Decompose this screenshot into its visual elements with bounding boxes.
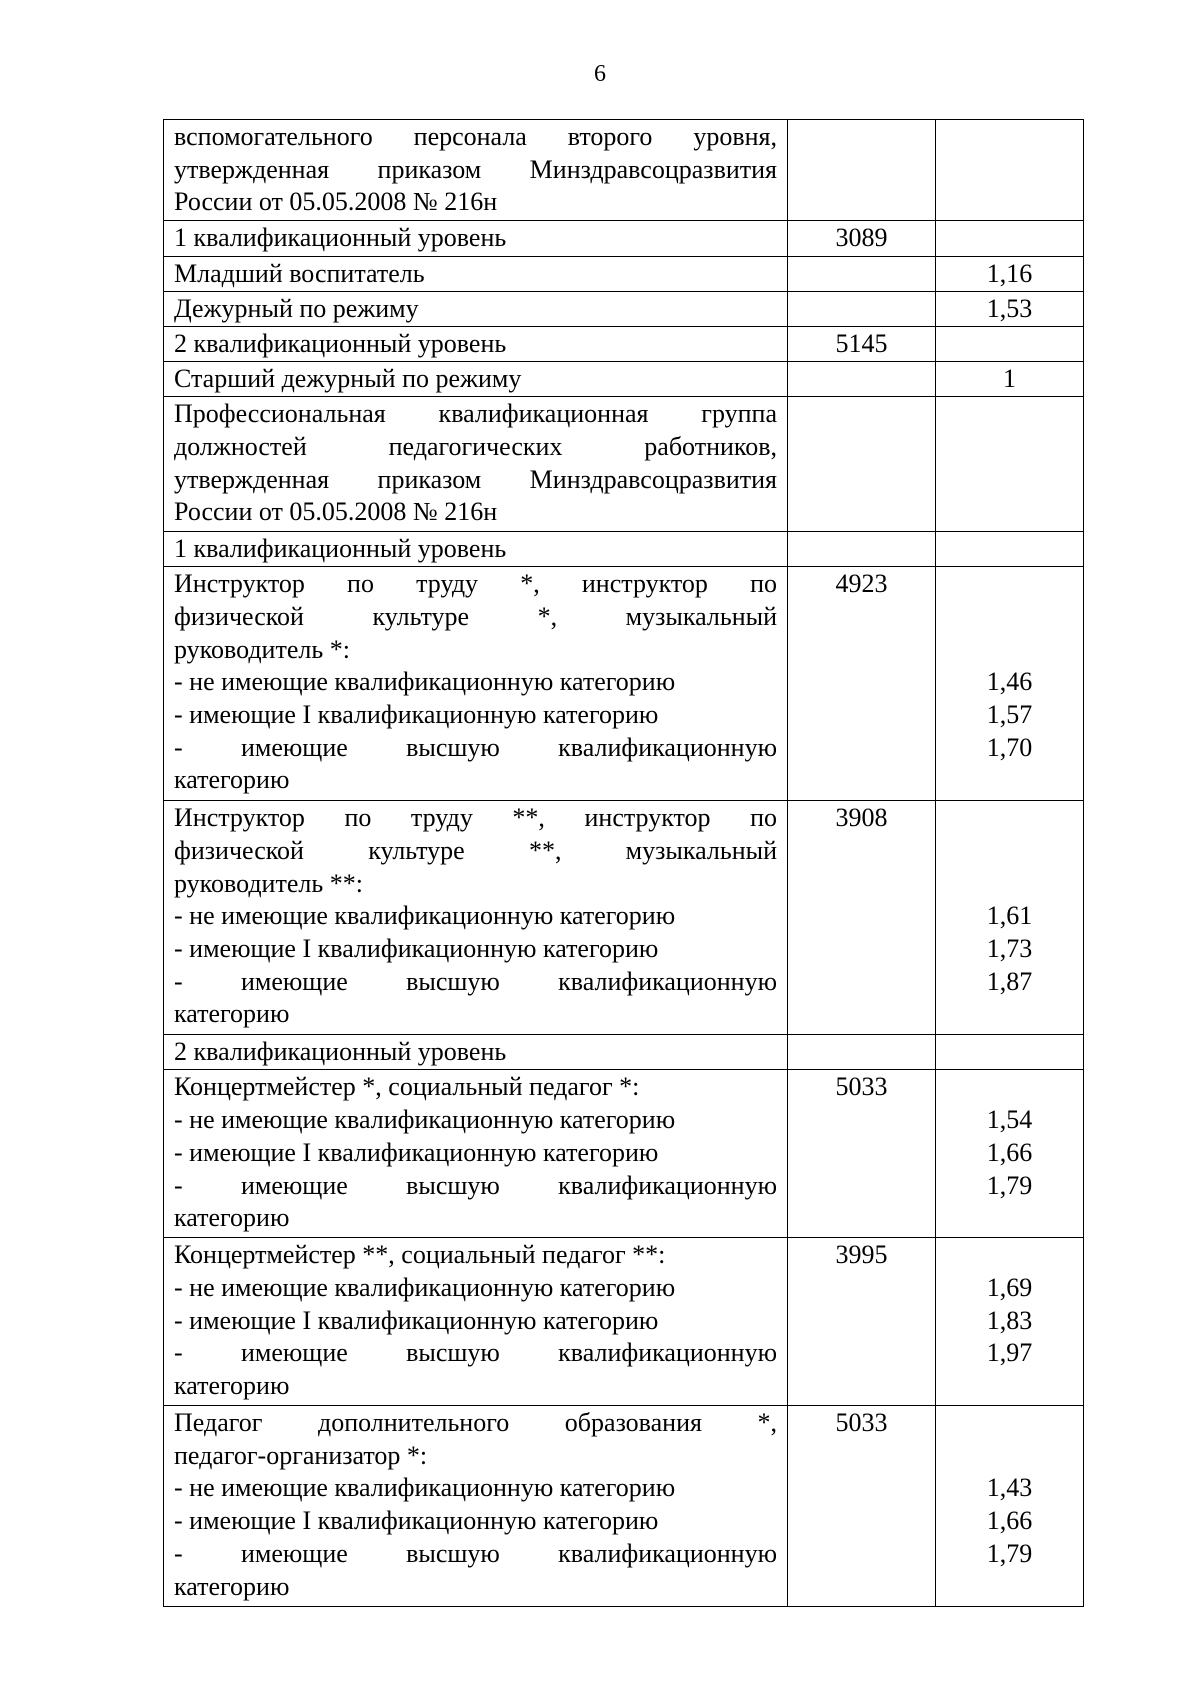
position-text-line: педагог-организатор *: [174,1440,428,1470]
position-text-line: Профессиональная квалификационная группа [174,399,777,429]
coefficient-value [946,1239,1073,1272]
coefficient-value [946,1071,1073,1104]
position-text-line: - имеющие I квалификационную категорию [174,699,659,729]
base-salary-cell: 5033 [788,1405,936,1606]
coefficient-value [946,835,1073,868]
table-row [164,567,1084,801]
position-text-line: 2 квалификационный уровень [174,328,507,358]
position-cell [164,531,788,566]
coefficient-value: 1,70 [986,732,1033,762]
table-row [164,1035,1084,1070]
coefficient-value [946,1440,1073,1473]
position-text-line: Инструктор по труду *, инструктор по [174,569,777,599]
coefficient-cell [936,291,1084,326]
position-text-line: вспомогательного персонала второго уровня, [174,122,777,151]
coefficient-value: 1,53 [986,293,1033,323]
coefficient-value: 1,79 [986,1170,1033,1200]
position-cell [164,120,788,221]
position-text-line: - имеющие I квалификационную категорию [174,934,659,964]
table-row [164,221,1084,256]
position-text-line: должностей педагогических работников, [174,432,777,462]
table-row [164,397,1084,532]
position-text-line: - имеющие I квалификационную категорию [174,1305,659,1335]
coefficient-value [946,568,1073,601]
position-cell [164,801,788,1035]
position-cell [164,326,788,361]
coefficient-value: 1,73 [986,933,1033,963]
position-text-line: - имеющие высшую квалификационную [174,732,777,762]
table-row [164,326,1084,361]
coefficient-value [946,1407,1073,1440]
coefficient-cell [936,256,1084,291]
table-row [164,291,1084,326]
coefficient-cell [936,397,1084,532]
base-salary-cell: 5033 [788,1070,936,1238]
coefficient-cell [936,1035,1084,1070]
position-text-line: Концертмейстер **, социальный педагог **: [174,1240,666,1270]
position-text-line: - имеющие высшую квалификационную [174,1170,777,1200]
position-text-line: России от 05.05.2008 № 216н [174,497,498,527]
coefficient-cell [936,1070,1084,1238]
coefficient-value [946,802,1073,835]
position-text-line: Дежурный по режиму [174,293,419,323]
base-salary-cell [788,1035,936,1070]
table-row [164,531,1084,566]
position-cell [164,1405,788,1606]
coefficient-value: 1,16 [986,258,1033,288]
position-text-line: 1 квалификационный уровень [174,533,507,563]
coefficient-value [946,601,1073,634]
coefficient-value: 1,87 [986,966,1033,996]
position-cell [164,291,788,326]
position-text-line: России от 05.05.2008 № 216н [174,187,498,217]
coefficient-value: 1 [1003,364,1016,394]
position-text-line: - не имеющие квалификационную категорию [174,1105,676,1135]
position-cell [164,221,788,256]
position-text-line: утвержденная приказом Минздравсоцразвития [174,464,777,494]
base-salary-cell: 3995 [788,1238,936,1406]
position-text-line: категорию [174,999,290,1029]
coefficient-value: 1,66 [986,1506,1033,1536]
coefficient-cell [936,120,1084,221]
coefficient-value [946,868,1073,901]
page-number: 6 [594,61,606,87]
base-salary-cell [788,291,936,326]
position-text-line: - имеющие высшую квалификационную [174,1338,777,1368]
position-text-line: Концертмейстер *, социальный педагог *: [174,1072,640,1102]
coefficient-cell [936,801,1084,1035]
coefficient-cell [936,362,1084,397]
coefficient-value: 1,66 [986,1137,1033,1167]
base-salary-cell: 3089 [788,221,936,256]
position-text-line: 2 квалификационный уровень [174,1037,507,1067]
position-text-line: - имеющие I квалификационную категорию [174,1137,659,1167]
position-cell [164,256,788,291]
position-text-line: - не имеющие квалификационную категорию [174,1473,676,1503]
table-row [164,1405,1084,1606]
coefficient-cell [936,531,1084,566]
position-text-line: Инструктор по труду **, инструктор по [174,803,777,833]
coefficient-value [946,634,1073,667]
coefficient-value: 1,57 [986,699,1033,729]
coefficient-value: 1,43 [986,1473,1033,1503]
coefficient-value: 1,46 [986,667,1033,697]
coefficient-cell [936,567,1084,801]
coefficient-value: 1,54 [986,1105,1033,1135]
coefficient-cell [936,326,1084,361]
position-text-line: - имеющие высшую квалификационную [174,966,777,996]
base-salary-cell [788,362,936,397]
table-row [164,801,1084,1035]
base-salary-cell [788,256,936,291]
position-cell [164,362,788,397]
position-cell [164,1035,788,1070]
base-salary-cell [788,531,936,566]
coefficient-value: 1,83 [986,1305,1033,1335]
position-text-line: - имеющие высшую квалификационную [174,1538,777,1568]
position-cell [164,1238,788,1406]
coefficient-value: 1,97 [986,1338,1033,1368]
table-row [164,1238,1084,1406]
base-salary-cell: 5145 [788,326,936,361]
position-text-line: - не имеющие квалификационную категорию [174,901,676,931]
coefficient-value: 1,61 [986,901,1033,931]
base-salary-cell [788,397,936,532]
position-text-line: физической культуре *, музыкальный [174,601,777,631]
position-text-line: физической культуре **, музыкальный [174,835,777,865]
position-text-line: 1 квалификационный уровень [174,223,507,253]
table-row [164,362,1084,397]
position-cell [164,397,788,532]
position-text-line: руководитель **: [174,868,363,898]
coefficient-cell [936,1238,1084,1406]
position-text-line: категорию [174,765,290,795]
coefficient-cell [936,1405,1084,1606]
position-text-line: категорию [174,1203,290,1233]
salary-table [163,119,1084,1607]
base-salary-cell [788,120,936,221]
table-row [164,256,1084,291]
position-cell [164,1070,788,1238]
position-text-line: руководитель *: [174,634,350,664]
position-text-line: - не имеющие квалификационную категорию [174,1272,676,1302]
position-text-line: категорию [174,1371,290,1401]
position-text-line: Педагог дополнительного образования *, [174,1407,777,1437]
coefficient-cell [936,221,1084,256]
position-text-line: утвержденная приказом Минздравсоцразвития [174,154,777,184]
base-salary-cell: 3908 [788,801,936,1035]
coefficient-value: 1,69 [986,1272,1033,1302]
position-text-line: - не имеющие квалификационную категорию [174,667,676,697]
coefficient-value: 1,79 [986,1538,1033,1568]
table-row [164,1070,1084,1238]
position-text-line: Младший воспитатель [174,258,425,288]
position-text-line: категорию [174,1571,290,1601]
salary-table-body [164,120,1084,1607]
position-text-line: Старший дежурный по режиму [174,364,522,394]
position-cell [164,567,788,801]
base-salary-cell: 4923 [788,567,936,801]
table-row [164,120,1084,221]
position-text-line: - имеющие I квалификационную категорию [174,1506,659,1536]
